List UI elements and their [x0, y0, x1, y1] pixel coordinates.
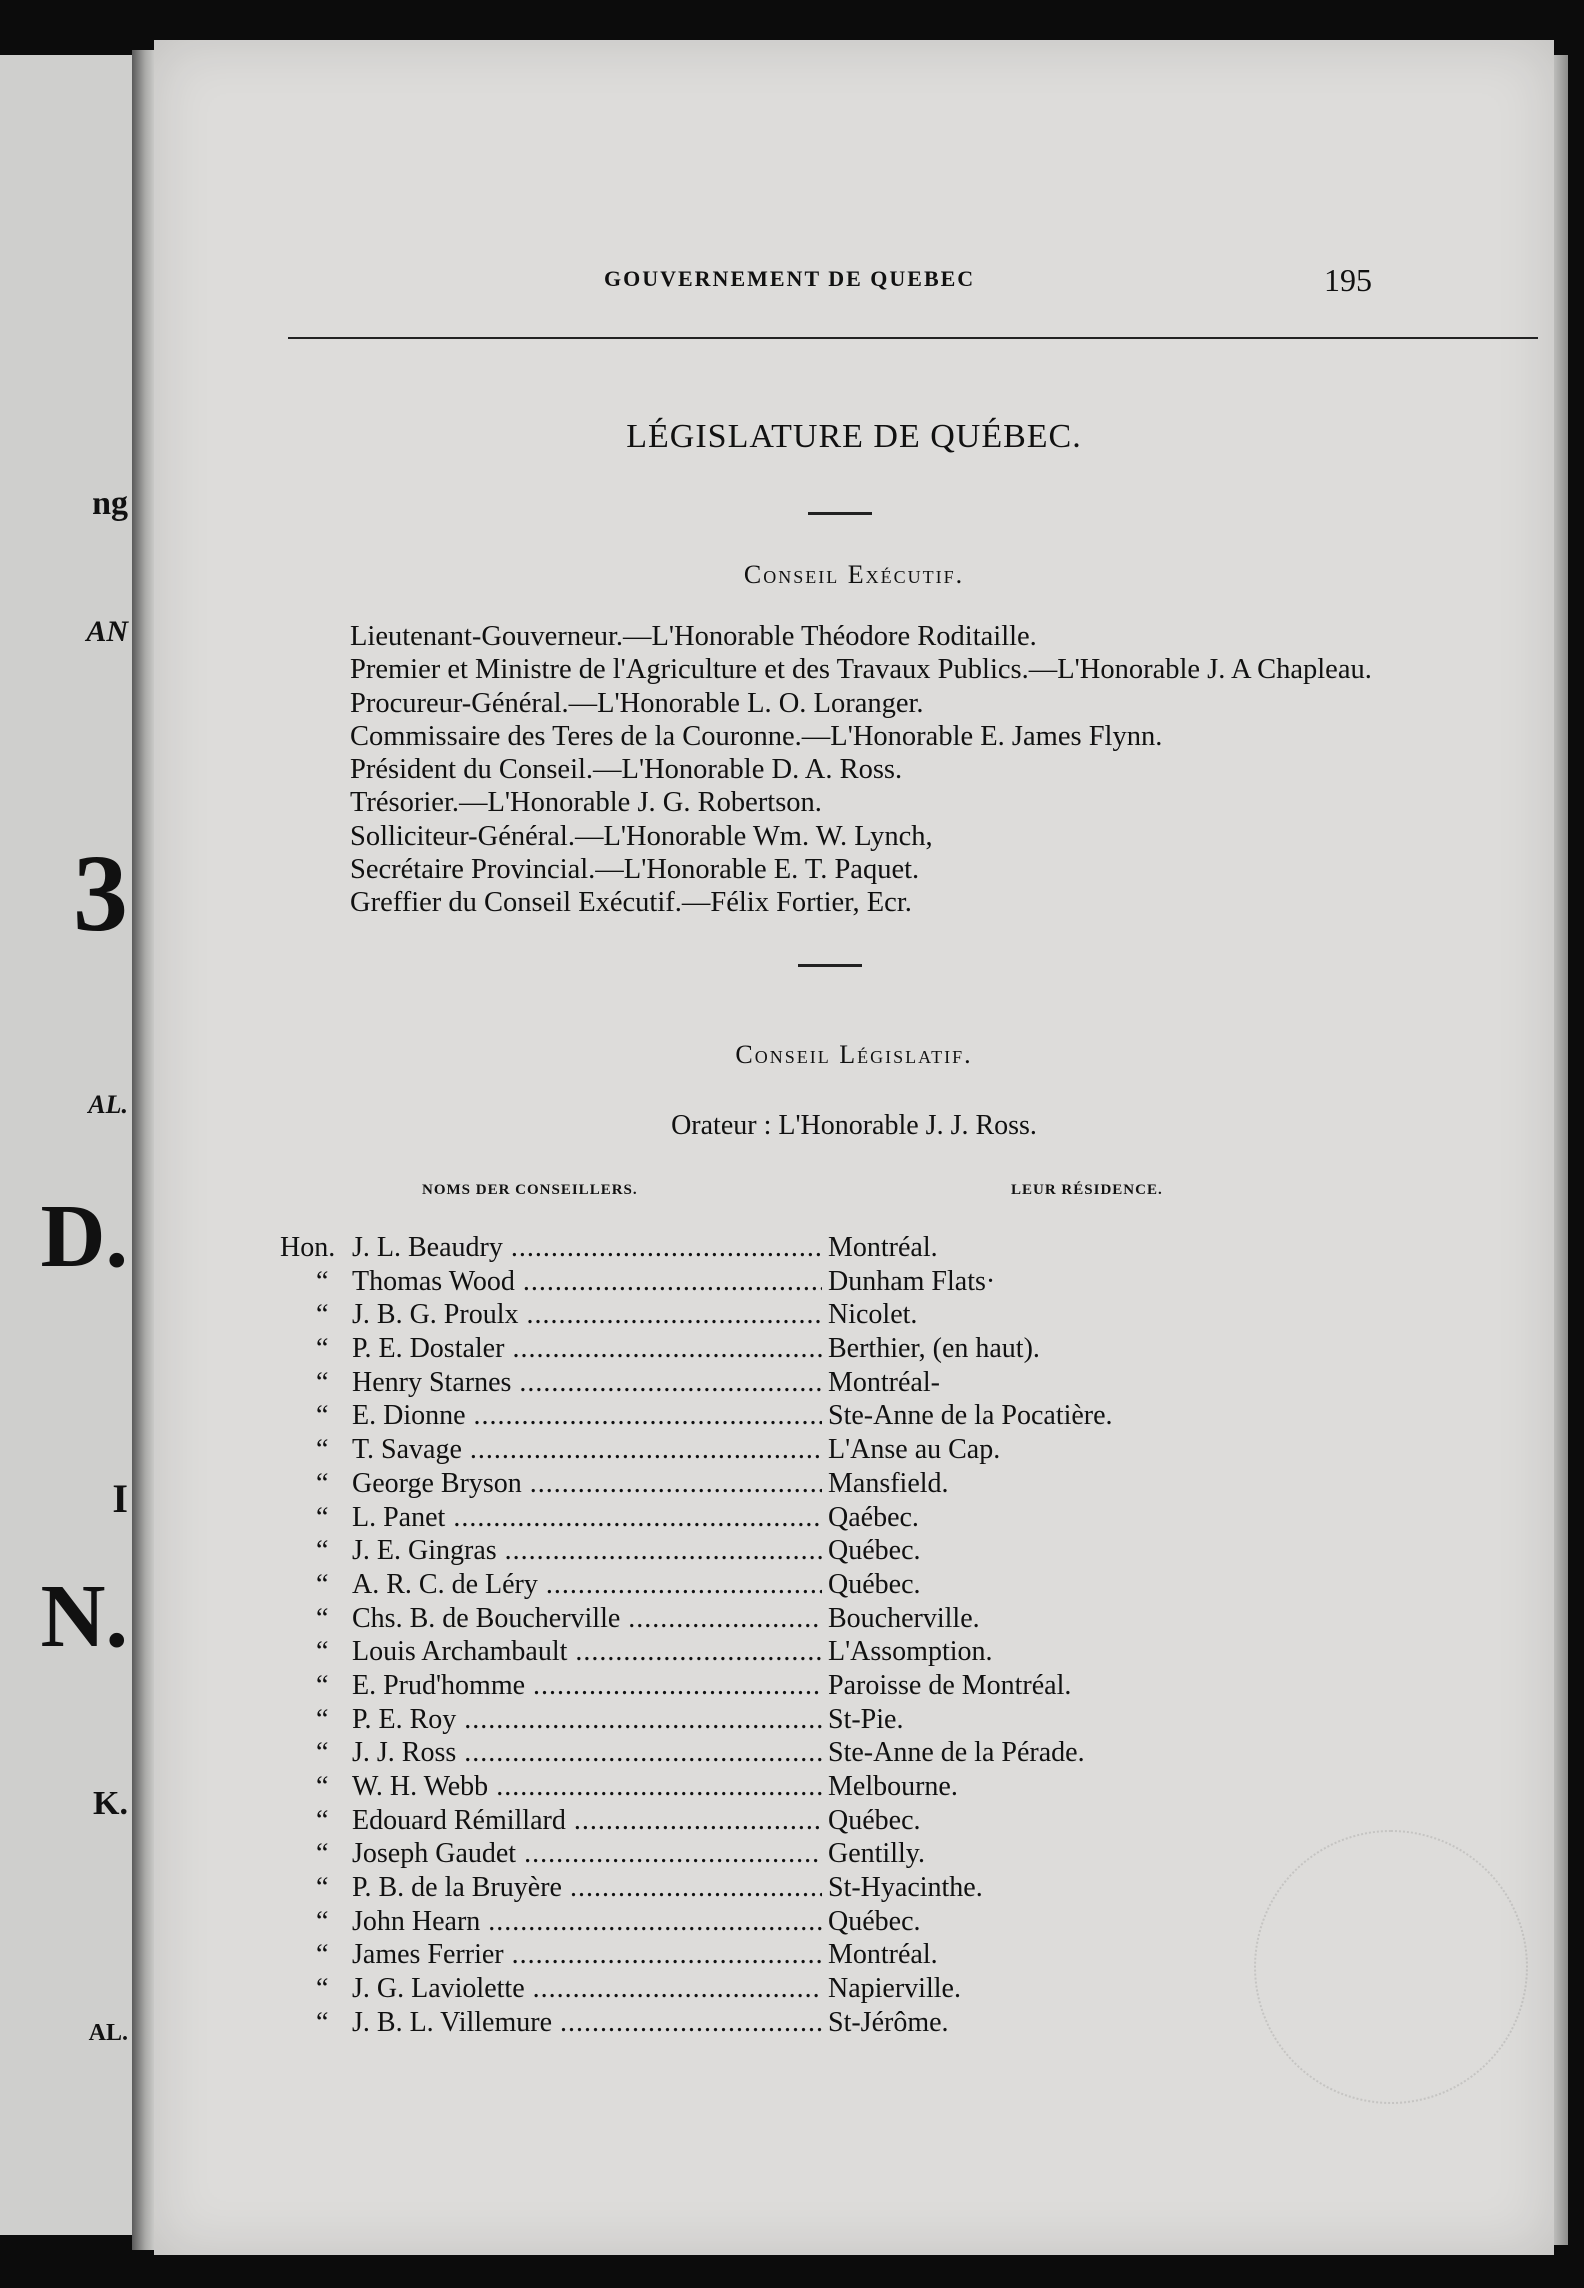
- councillor-residence: St-Hyacinthe.: [828, 1872, 983, 1904]
- left-fragment: AN: [86, 615, 128, 648]
- title-prefix: “: [316, 1501, 329, 1533]
- running-head: [154, 262, 1554, 302]
- councillor-name: George Bryson .....: [352, 1468, 822, 1500]
- table-row: [280, 1939, 1380, 1973]
- councillor-name: James Ferrier .....: [352, 1939, 822, 1971]
- table-row: [280, 1299, 1380, 1333]
- book-page: [154, 40, 1554, 2255]
- running-title: GOUVERNEMENT DE QUEBEC: [604, 266, 976, 291]
- councillor-residence: Mansfield.: [828, 1467, 949, 1499]
- table-row: [280, 1737, 1380, 1771]
- list-item: Premier et Ministre de l'Agriculture et des Travaux Publics.—L'Honorable J. A Chapleau.: [350, 654, 1372, 686]
- table-row: [280, 1805, 1380, 1839]
- header-rule: [288, 337, 1538, 339]
- councillor-name: Chs. B. de Boucherville .....: [352, 1603, 822, 1635]
- table-row: [280, 1535, 1380, 1569]
- councillor-residence: Québec.: [828, 1804, 921, 1836]
- councillor-residence: Melbourne.: [828, 1771, 958, 1802]
- left-fragment: AL.: [88, 1090, 128, 1119]
- title-prefix: “: [316, 1872, 329, 1904]
- legislative-heading: Conseil Législatif.: [735, 1040, 973, 1069]
- table-row: [280, 1333, 1380, 1367]
- table-row: [280, 2007, 1380, 2041]
- councillor-residence: Berthier, (en haut).: [828, 1333, 1040, 1365]
- councillor-name: J. B. L. Villemure .....: [352, 2007, 822, 2039]
- table-row: [280, 1266, 1380, 1300]
- table-row: [280, 1704, 1380, 1738]
- councillor-name: E. Prud'homme .....: [352, 1670, 822, 1702]
- councillor-residence: L'Assomption.: [828, 1636, 993, 1668]
- councillor-residence: Dunham Flats·: [828, 1265, 996, 1297]
- speaker-line: Orateur : L'Honorable J. J. Ross.: [671, 1110, 1037, 1141]
- table-row: [280, 1906, 1380, 1940]
- councillor-residence: L'Anse au Cap.: [828, 1434, 1001, 1466]
- councillor-residence: Québec.: [828, 1905, 921, 1937]
- councillor-name: Thomas Wood .....: [352, 1266, 822, 1298]
- title-prefix: “: [316, 1400, 329, 1432]
- title-prefix: “: [316, 1703, 329, 1735]
- councillor-residence: Ste-Anne de la Pocatière.: [828, 1400, 1113, 1432]
- title-prefix: “: [316, 1636, 329, 1668]
- table-row: [280, 1400, 1380, 1434]
- councillor-name: P. B. de la Bruyère .....: [352, 1872, 822, 1904]
- title-prefix: “: [316, 1366, 329, 1398]
- column-header-names: NOMS DER CONSEILLERS.: [422, 1182, 638, 1198]
- list-item: Procureur-Général.—L'Honorable L. O. Loranger.: [350, 687, 924, 719]
- table-row: [280, 1838, 1380, 1872]
- councillor-residence: Boucherville.: [828, 1602, 980, 1634]
- title-prefix: “: [316, 1602, 329, 1634]
- title-prefix: “: [316, 1299, 329, 1331]
- councillor-residence: Gentilly.: [828, 1838, 925, 1870]
- table-row: [280, 1670, 1380, 1704]
- left-fragment: 3: [73, 832, 128, 954]
- councillor-residence: Montréal.: [828, 1232, 938, 1263]
- list-item: Lieutenant-Gouverneur.—L'Honorable Théodore Roditaille.: [350, 621, 1037, 652]
- councillor-name: John Hearn .....: [352, 1906, 822, 1938]
- councillor-residence: Qaébec.: [828, 1501, 919, 1533]
- left-fragment: ng: [92, 485, 128, 522]
- councillor-name: J. G. Laviolette .....: [352, 1973, 822, 2005]
- left-fragment: K.: [93, 1785, 128, 1822]
- table-row: [280, 1569, 1380, 1603]
- title-prefix: “: [316, 1939, 329, 1971]
- book-gutter: [132, 50, 154, 2250]
- councillor-residence: Napierville.: [828, 1973, 961, 2005]
- table-row: [280, 1603, 1380, 1637]
- table-row: [280, 1636, 1380, 1670]
- title-prefix: Hon.: [280, 1232, 336, 1263]
- section-divider: [798, 964, 862, 967]
- title-prefix: “: [316, 1568, 329, 1600]
- table-row: [280, 1367, 1380, 1401]
- left-fragment: N.: [40, 1567, 128, 1666]
- list-item: Solliciteur-Général.—L'Honorable Wm. W. Lynch,: [350, 820, 933, 852]
- list-item: Commissaire des Teres de la Couronne.—L'Honorable E. James Flynn.: [350, 720, 1163, 752]
- faint-stamp: [1254, 1830, 1528, 2104]
- councillor-name: Henry Starnes .....: [352, 1367, 822, 1399]
- title-prefix: “: [316, 2006, 329, 2038]
- councillor-residence: Québec.: [828, 1568, 921, 1600]
- councillor-name: A. R. C. de Léry .....: [352, 1569, 822, 1601]
- title-prefix: “: [316, 1771, 329, 1802]
- title-prefix: “: [316, 1535, 329, 1567]
- table-row: [280, 1872, 1380, 1906]
- list-item: Greffier du Conseil Exécutif.—Félix Fortier, Ecr.: [350, 887, 912, 919]
- councillor-residence: St-Pie.: [828, 1703, 904, 1735]
- title-prefix: “: [316, 1838, 329, 1870]
- title-prefix: “: [316, 1905, 329, 1937]
- page-number: 195: [1324, 262, 1372, 298]
- left-facing-page: [0, 55, 132, 2235]
- councillor-name: T. Savage .....: [352, 1434, 822, 1466]
- title-prefix: “: [316, 1434, 329, 1466]
- list-item: Président du Conseil.—L'Honorable D. A. Ross.: [350, 754, 903, 786]
- executive-heading: Conseil Exécutif.: [743, 560, 965, 589]
- councillor-name: J. B. G. Proulx .....: [352, 1299, 822, 1331]
- councillor-residence: Montréal.: [828, 1939, 938, 1971]
- councillor-residence: Ste-Anne de la Pérade.: [828, 1737, 1085, 1769]
- left-fragment: D.: [40, 1187, 128, 1286]
- title-prefix: “: [316, 1804, 329, 1836]
- councillor-residence: Paroisse de Montréal.: [828, 1669, 1072, 1701]
- councillor-name: Joseph Gaudet .....: [352, 1838, 822, 1870]
- councillor-name: L. Panet .....: [352, 1502, 822, 1534]
- page-title: LÉGISLATURE DE QUÉBEC.: [626, 418, 1082, 455]
- title-prefix: “: [316, 1467, 329, 1499]
- list-item: Trésorier.—L'Honorable J. G. Robertson.: [350, 787, 822, 819]
- title-prefix: “: [316, 1669, 329, 1701]
- councillor-residence: St-Jérôme.: [828, 2006, 949, 2038]
- councillor-name: Louis Archambault .....: [352, 1636, 822, 1668]
- column-header-residence: LEUR RÉSIDENCE.: [1011, 1182, 1163, 1198]
- councillor-name: W. H. Webb .....: [352, 1771, 822, 1803]
- councillor-name: J. L. Beaudry .....: [352, 1232, 822, 1264]
- table-row: [280, 1434, 1380, 1468]
- title-prefix: “: [316, 1333, 329, 1365]
- page-edge: [1554, 55, 1568, 2245]
- executive-council-list: [282, 620, 1532, 920]
- table-row: [280, 1502, 1380, 1536]
- left-fragment: AL.: [88, 2020, 128, 2046]
- councillor-residence: Québec.: [828, 1535, 921, 1567]
- councillor-name: Edouard Rémillard .....: [352, 1805, 822, 1837]
- councillor-name: J. J. Ross .....: [352, 1737, 822, 1769]
- legislative-council-table: [280, 1232, 1380, 2041]
- title-prefix: “: [316, 1973, 329, 2005]
- table-row: [280, 1771, 1380, 1805]
- councillor-name: P. E. Dostaler .....: [352, 1333, 822, 1365]
- table-row: [280, 1973, 1380, 2007]
- councillor-name: E. Dionne .....: [352, 1400, 822, 1432]
- section-divider: [808, 512, 872, 515]
- table-row: [280, 1232, 1380, 1266]
- title-prefix: “: [316, 1265, 329, 1297]
- councillor-name: J. E. Gingras .....: [352, 1535, 822, 1567]
- councillor-residence: Montréal-: [828, 1366, 940, 1398]
- table-row: [280, 1468, 1380, 1502]
- left-fragment: I: [112, 1476, 128, 1521]
- title-prefix: “: [316, 1737, 329, 1769]
- list-item: Secrétaire Provincial.—L'Honorable E. T. Paquet.: [350, 854, 920, 886]
- councillor-name: P. E. Roy .....: [352, 1704, 822, 1736]
- councillor-residence: Nicolet.: [828, 1299, 918, 1331]
